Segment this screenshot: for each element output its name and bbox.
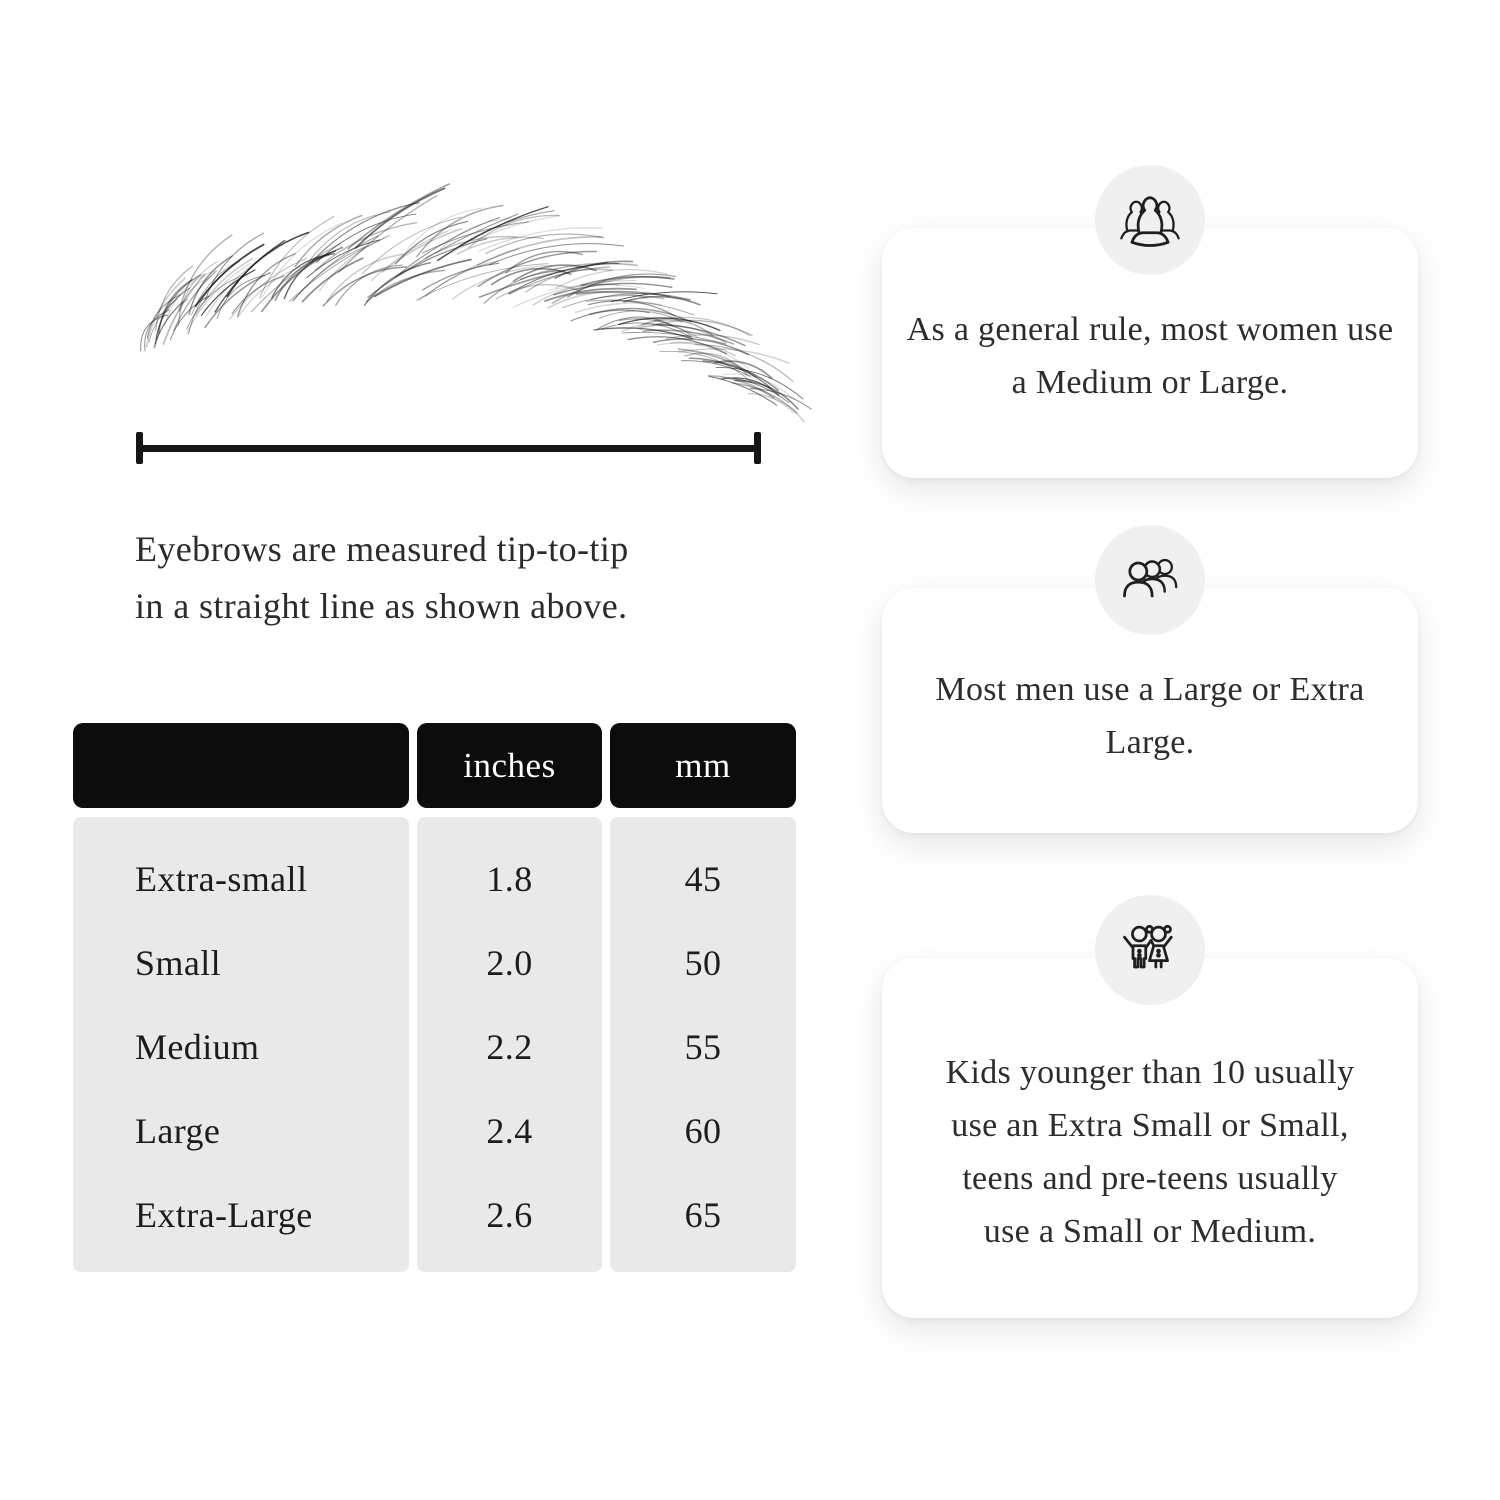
table-header-mm: mm: [610, 723, 796, 808]
size-label: Extra-small: [135, 859, 308, 899]
women-group-icon: [1116, 186, 1184, 254]
measurement-line-right-cap: [754, 432, 761, 464]
size-mm-value: 50: [684, 943, 722, 983]
measurement-line-bar: [136, 445, 761, 452]
info-card-kids: [882, 958, 1418, 1318]
size-label: Extra-Large: [135, 1195, 313, 1235]
size-inches-value: 2.2: [486, 1027, 533, 1067]
measurement-caption-line-2: in a straight line as shown above.: [135, 586, 628, 626]
size-mm-value: 60: [684, 1111, 722, 1151]
info-card-women: [882, 228, 1418, 478]
card-text: Kids younger than 10 usually use an Extra Small or Small, teens and pre-teens usually use a Small or Medium.: [945, 1054, 1355, 1250]
table-header-inches: inches: [417, 723, 602, 808]
table-column-inches: [417, 817, 602, 1272]
size-inches-value: 2.6: [486, 1195, 533, 1235]
size-mm-value: 55: [684, 1027, 722, 1067]
measurement-caption: [135, 521, 629, 635]
size-table: [73, 723, 796, 1272]
table-header-size: [73, 723, 409, 808]
icon-circle: [1095, 895, 1205, 1005]
icon-circle: [1095, 525, 1205, 635]
icon-circle: [1095, 165, 1205, 275]
size-inches-value: 2.0: [486, 943, 533, 983]
eyebrow-illustration: [80, 160, 800, 460]
size-label: Small: [135, 943, 222, 983]
info-card-men: [882, 588, 1418, 833]
size-label: Medium: [135, 1027, 260, 1067]
size-mm-value: 45: [684, 859, 722, 899]
size-inches-value: 1.8: [486, 859, 533, 899]
children-icon: [1116, 916, 1184, 984]
size-label: Large: [135, 1111, 221, 1151]
table-column-sizes: [73, 817, 409, 1272]
table-column-mm: [610, 817, 796, 1272]
card-text: As a general rule, most women use a Medium or Large.: [906, 311, 1394, 401]
men-group-icon: [1116, 546, 1184, 614]
measurement-line: [136, 432, 761, 464]
size-mm-value: 65: [684, 1195, 722, 1235]
card-text: Most men use a Large or Extra Large.: [935, 671, 1365, 761]
measurement-caption-line-1: Eyebrows are measured tip-to-tip: [135, 529, 629, 569]
size-inches-value: 2.4: [486, 1111, 533, 1151]
